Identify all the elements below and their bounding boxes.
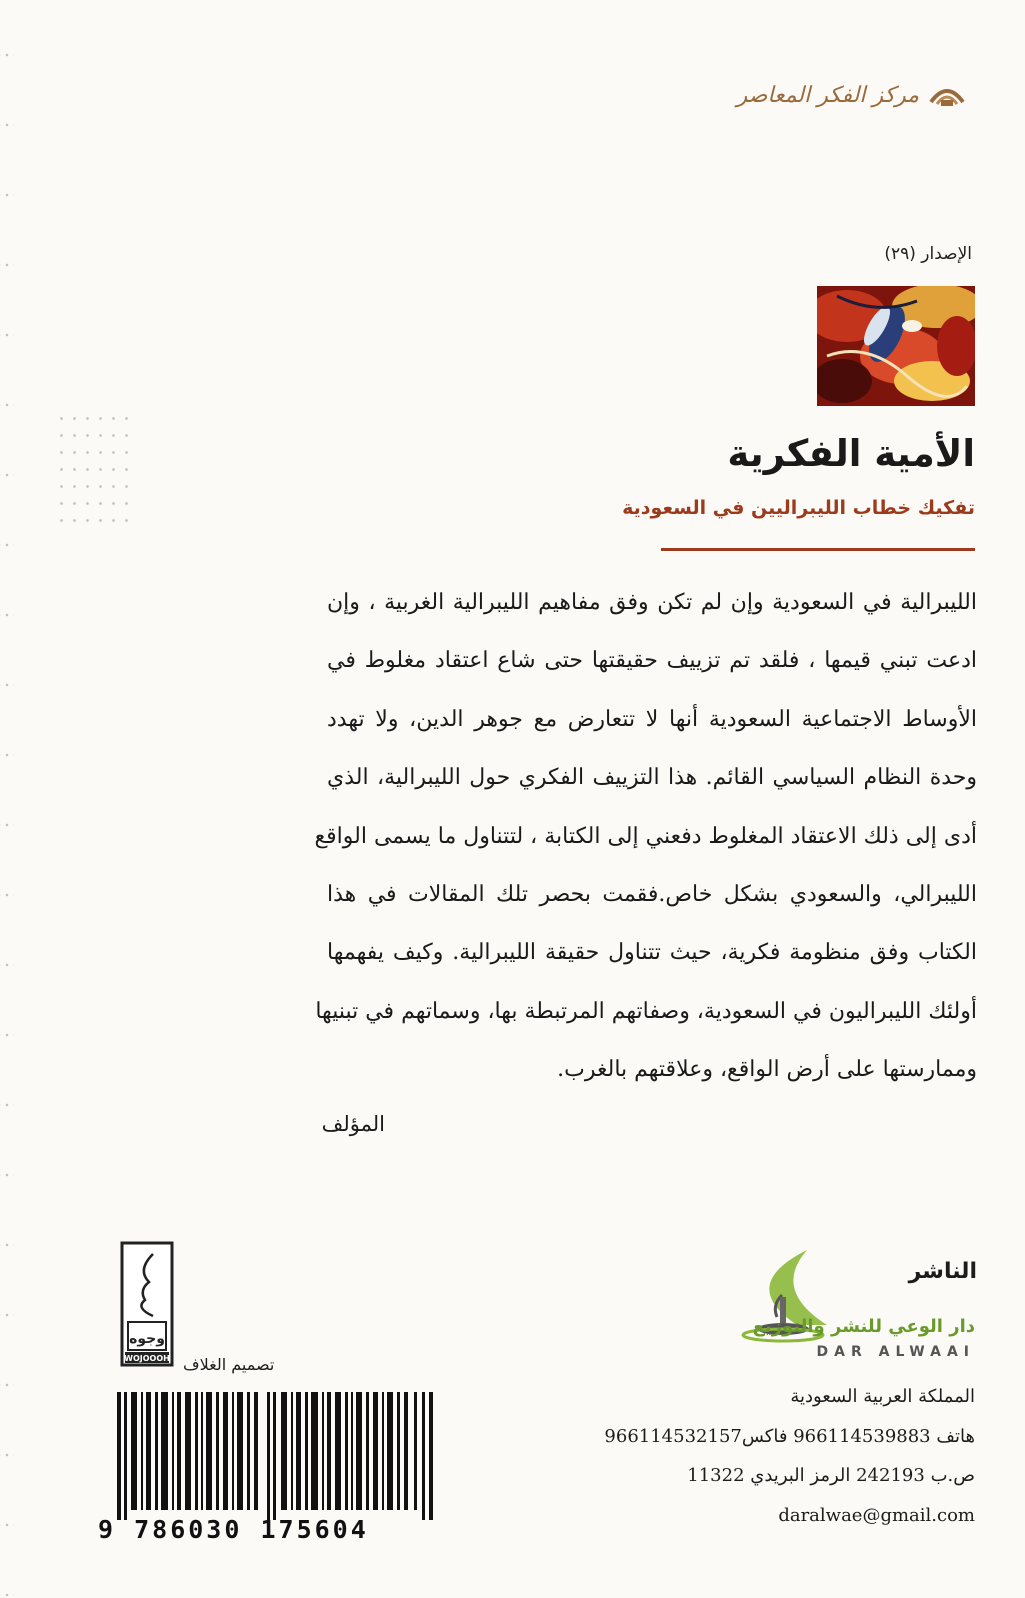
abstract-painting-image (817, 286, 975, 406)
fax-label: فاكس (741, 1426, 788, 1447)
title-divider (661, 548, 975, 551)
blurb-line: الكتاب وفق منظومة فكرية، حيث تتناول حقيقة الليبرالية. وكيف يفهمها (327, 940, 977, 966)
blurb-line: وممارستها على أرض الواقع، وعلاقتهم بالغرب. (557, 1057, 977, 1083)
publisher-name-arabic: دار الوعي للنشر والتوزيع (752, 1316, 975, 1337)
series-name: مركز الفكر المعاصر (736, 82, 919, 108)
cover-painting (817, 286, 975, 406)
publisher-heading: الناشر (908, 1259, 977, 1284)
book-arch-icon (927, 78, 967, 112)
postal-label: الرمز البريدي (750, 1465, 851, 1486)
publisher-pobox (687, 1465, 975, 1486)
postal-code: 11322 (687, 1465, 745, 1486)
isbn-digits: 9 786030 175604 (98, 1515, 369, 1544)
wojoooh-studio-logo (119, 1240, 175, 1368)
publisher-email: daralwae@gmail.com (778, 1505, 975, 1526)
pobox-label: ص.ب (930, 1465, 975, 1486)
book-subtitle: تفكيك خطاب الليبراليين في السعودية (622, 497, 975, 519)
publisher-phone-fax (604, 1426, 975, 1447)
blurb-line: أدى إلى ذلك الاعتقاد المغلوط دفعني إلى الكتابة ، لتتناول ما يسمى الواقع (314, 823, 977, 849)
isbn-barcode (117, 1392, 435, 1520)
phone-label: هاتف (936, 1426, 975, 1447)
blurb-line: ادعت تبني قيمها ، فلقد تم تزييف حقيقتها حتى شاع اعتقاد مغلوط في (327, 648, 977, 674)
blurb-line: الليبرالي، والسعودي بشكل خاص.فقمت بحصر تلك المقالات في هذا (327, 881, 977, 907)
publisher-name-english: DAR ALWAAI (816, 1344, 975, 1360)
back-cover-blurb (314, 578, 977, 1104)
blurb-line: الليبرالية في السعودية وإن لم تكن وفق مفاهيم الليبرالية الغربية ، وإن (327, 590, 977, 615)
binding-edge-specks (0, 0, 14, 1598)
blurb-line: وحدة النظام السياسي القائم. هذا التزييف الفكري حول الليبرالية، الذي (327, 765, 977, 791)
studio-logo-text: WOJOOOH (124, 1354, 170, 1363)
series-logo (737, 78, 967, 112)
book-title: الأمية الفكرية (727, 432, 975, 475)
author-signature: المؤلف (321, 1112, 385, 1136)
blurb-line: أولئك الليبراليون في السعودية، وصفاتهم المرتبطة بها، وسماتهم في تبنيها (315, 998, 977, 1024)
fax-number: 966114532157 (604, 1426, 742, 1447)
blurb-line: الأوساط الاجتماعية السعودية أنها لا تتعارض مع جوهر الدين، ولا تهدد (327, 706, 977, 732)
pobox-number: 242193 (856, 1465, 925, 1486)
phone-number: 966114539883 (793, 1426, 931, 1447)
paper-speckles (55, 410, 135, 530)
publisher-country: المملكة العربية السعودية (790, 1386, 975, 1407)
issue-number: الإصدار (٢٩) (884, 244, 972, 264)
cover-design-credit: تصميم الغلاف (183, 1355, 275, 1374)
studio-logo-arabic: وجوه (129, 1331, 165, 1347)
